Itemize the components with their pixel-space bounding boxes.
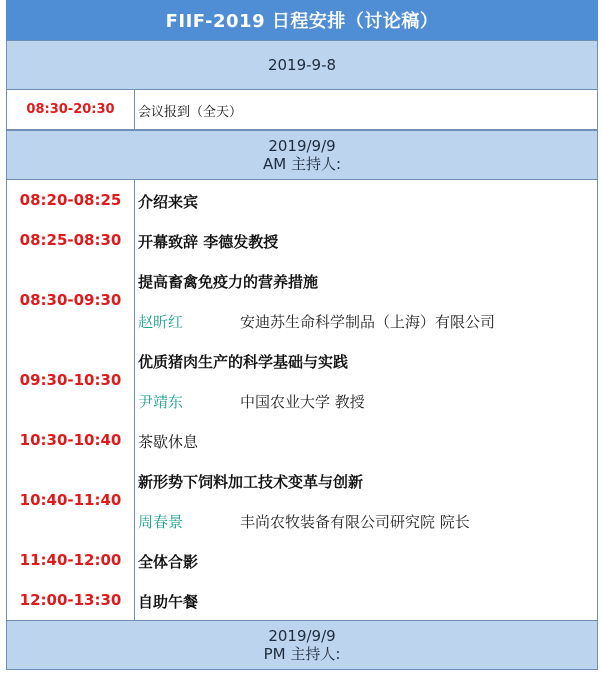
registration-time: 08:30-20:30	[7, 90, 135, 129]
day1-date: 2019-9-8	[267, 56, 337, 74]
speaker-name: 尹靖东	[138, 393, 184, 411]
agenda-time: 08:30-09:30	[7, 260, 135, 340]
agenda-time: 08:25-08:30	[7, 220, 135, 260]
agenda-time: 08:20-08:25	[7, 180, 135, 220]
pm-date: 2019/9/9	[268, 627, 336, 645]
day1-date-header	[6, 40, 598, 90]
speaker-affiliation: 安迪苏生命科学制品（上海）有限公司	[240, 313, 496, 331]
am-session-header	[6, 130, 598, 180]
agenda-speaker-line	[138, 311, 495, 332]
schedule-title: FIIF-2019 日程安排（讨论稿）	[6, 0, 598, 40]
agenda-time: 10:30-10:40	[7, 420, 135, 460]
agenda-time: 12:00-13:30	[7, 580, 135, 620]
am-date: 2019/9/9	[268, 137, 336, 155]
agenda-row	[6, 340, 598, 421]
speaker-affiliation: 丰尚农牧装备有限公司研究院 院长	[240, 513, 470, 531]
agenda-title: 开幕致辞 李德发教授	[138, 233, 279, 251]
registration-label: 会议报到（全天）	[138, 105, 243, 120]
pm-session-header	[6, 620, 598, 670]
agenda-title: 优质猪肉生产的科学基础与实践	[138, 353, 349, 371]
speaker-name: 周春景	[138, 513, 184, 531]
agenda-title: 提高畜禽免疫力的营养措施	[138, 273, 319, 291]
agenda-row	[6, 260, 598, 341]
speaker-affiliation: 中国农业大学 教授	[240, 393, 365, 411]
agenda-row	[6, 420, 598, 461]
agenda-time: 09:30-10:30	[7, 340, 135, 420]
agenda-speaker-line	[138, 391, 365, 412]
agenda-row	[6, 220, 598, 261]
agenda-row	[6, 460, 598, 541]
agenda-time: 11:40-12:00	[7, 540, 135, 580]
agenda-row	[6, 540, 598, 581]
am-session-host: AM 主持人:	[262, 155, 342, 173]
agenda-title: 茶歇休息	[138, 433, 199, 451]
speaker-name: 赵昕红	[138, 313, 184, 331]
schedule-table	[6, 0, 598, 673]
agenda-title: 新形势下饲料加工技术变革与创新	[138, 473, 364, 491]
agenda-speaker-line	[138, 511, 470, 532]
agenda-title: 全体合影	[138, 553, 199, 571]
agenda-row	[6, 580, 598, 621]
agenda-title: 自助午餐	[138, 593, 199, 611]
pm-session-host: PM 主持人:	[263, 645, 341, 663]
agenda-time: 10:40-11:40	[7, 460, 135, 540]
registration-row	[6, 90, 598, 130]
agenda-row	[6, 180, 598, 221]
agenda-title: 介绍来宾	[138, 193, 199, 211]
